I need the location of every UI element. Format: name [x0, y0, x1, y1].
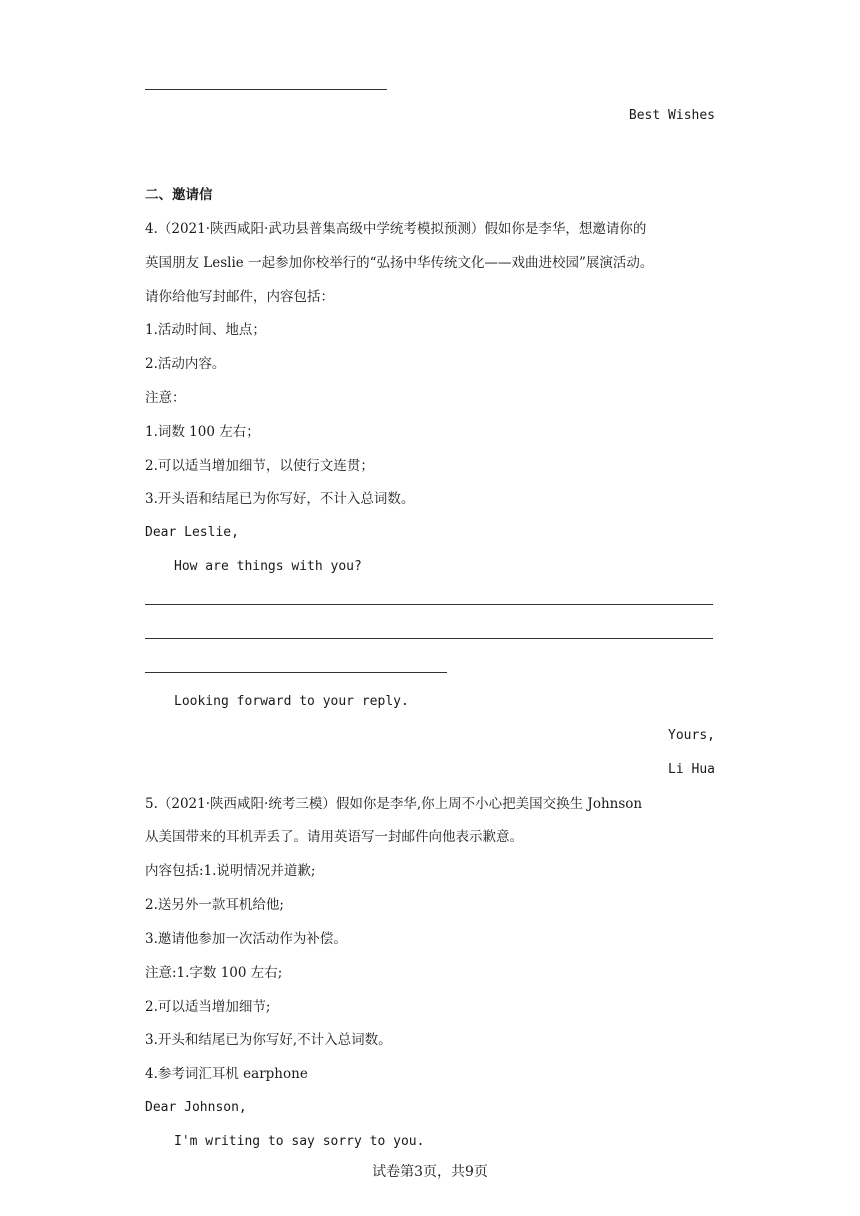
q4-note-1: 1.词数 100 左右； — [145, 424, 260, 440]
q4-signature: Li Hua — [668, 762, 715, 777]
answer-line — [145, 89, 387, 90]
q5-content-3: 3.邀请他参加一次活动作为补偿。 — [145, 931, 347, 947]
section-heading: 二、邀请信 — [145, 187, 213, 203]
q4-salutation: Dear Leslie, — [145, 525, 239, 540]
answer-line — [145, 604, 713, 605]
q5-note-2: 2.可以适当增加细节; — [145, 999, 271, 1015]
q5-prompt-line-1: 5.（2021·陕西咸阳·统考三模）假如你是李华,你上周不小心把美国交换生 Johnson — [145, 796, 643, 812]
q5-note-4: 4.参考词汇耳机 earphone — [145, 1066, 308, 1082]
q4-note-2: 2.可以适当增加细节，以使行文连贯； — [145, 458, 374, 474]
q5-opening: I'm writing to say sorry to you. — [174, 1134, 425, 1149]
q4-note-3: 3.开头语和结尾已为你写好，不计入总词数。 — [145, 491, 415, 507]
q4-closing-line: Looking forward to your reply. — [174, 694, 409, 709]
q5-note-3: 3.开头和结尾已为你写好,不计入总词数。 — [145, 1032, 392, 1048]
q5-salutation: Dear Johnson, — [145, 1100, 247, 1115]
q4-note-title: 注意： — [145, 390, 186, 406]
q4-opening: How are things with you? — [174, 559, 362, 574]
q5-note-1: 注意:1.字数 100 左右; — [145, 965, 283, 981]
q4-prompt-line-2: 英国朋友 Leslie 一起参加你校举行的“弘扬中华传统文化——戏曲进校园”展演活动。 — [145, 255, 654, 271]
q4-prompt-line-1: 4.（2021·陕西咸阳·武功县普集高级中学统考模拟预测）假如你是李华，想邀请你的 — [145, 221, 647, 237]
page-footer: 试卷第3页，共9页 — [372, 1164, 488, 1180]
q5-content-1: 内容包括:1.说明情况并道歉; — [145, 863, 316, 879]
answer-line — [145, 638, 713, 639]
q4-item-1: 1.活动时间、地点； — [145, 322, 266, 338]
q5-content-2: 2.送另外一款耳机给他; — [145, 897, 284, 913]
q4-item-2: 2.活动内容。 — [145, 356, 226, 372]
answer-line — [145, 672, 447, 673]
q5-prompt-line-2: 从美国带来的耳机弄丢了。请用英语写一封邮件向他表示歉意。 — [145, 829, 523, 845]
q4-signoff: Yours, — [668, 728, 715, 743]
q4-prompt-line-3: 请你给他写封邮件，内容包括： — [145, 289, 334, 305]
closing-best-wishes: Best Wishes — [628, 108, 715, 123]
